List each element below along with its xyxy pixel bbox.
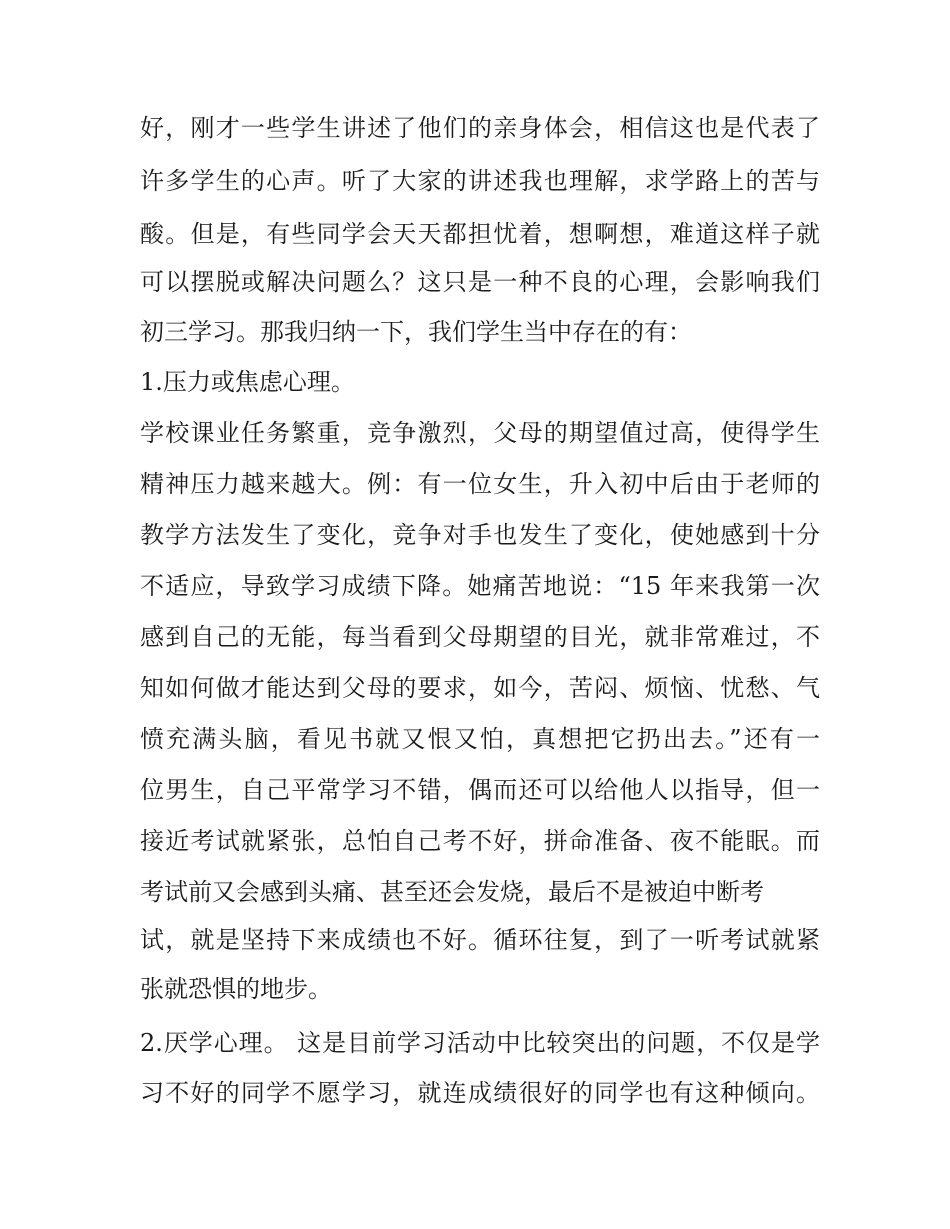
paragraph-line: 好，刚才一些学生讲述了他们的亲身体会，相信这也是代表了	[140, 114, 820, 142]
paragraph-line: 教学方法发生了变化，竞争对手也发生了变化，使她感到十分	[140, 521, 820, 549]
section-heading-2: 2.厌学心理。 这是目前学习活动中比较突出的问题，不仅是学	[140, 1029, 820, 1057]
paragraph-line: 接近考试就紧张，总怕自己考不好，拼命准备、夜不能眠。而	[140, 827, 820, 855]
paragraph-line: 知如何做才能达到父母的要求，如今，苦闷、烦恼、忧愁、气	[140, 674, 820, 702]
paragraph-line: 许多学生的心声。听了大家的讲述我也理解，求学路上的苦与	[140, 167, 820, 195]
paragraph-line: 试，就是坚持下来成绩也不好。循环往复，到了一听考试就紧	[140, 926, 820, 954]
paragraph-line: 酸。但是，有些同学会天天都担忧着，想啊想，难道这样子就	[140, 220, 820, 248]
paragraph-line: 学校课业任务繁重，竞争激烈，父母的期望值过高，使得学生	[140, 419, 820, 447]
paragraph-line: 感到自己的无能，每当看到父母期望的目光，就非常难过，不	[140, 623, 820, 651]
paragraph-line: 张就恐惧的地步。	[140, 975, 332, 1003]
paragraph-line: 初三学习。那我归纳一下，我们学生当中存在的有：	[140, 318, 692, 346]
paragraph-line: 精神压力越来越大。例：有一位女生，升入初中后由于老师的	[140, 470, 820, 498]
paragraph-line: 可以摆脱或解决问题么？这只是一种不良的心理，会影响我们	[140, 268, 820, 296]
paragraph-line: 愤充满头脑，看见书就又恨又怕，真想把它扔出去。”还有一	[140, 725, 820, 753]
paragraph-line: 位男生，自己平常学习不错，偶而还可以给他人以指导，但一	[140, 776, 820, 804]
section-heading-1: 1.压力或焦虑心理。	[140, 368, 355, 396]
paragraph-line: 习不好的同学不愿学习，就连成绩很好的同学也有这种倾向。	[140, 1079, 820, 1107]
paragraph-line: 不适应，导致学习成绩下降。她痛苦地说：“15 年来我第一次	[140, 572, 820, 600]
paragraph-line: 考试前又会感到头痛、甚至还会发烧，最后不是被迫中断考	[140, 878, 764, 906]
